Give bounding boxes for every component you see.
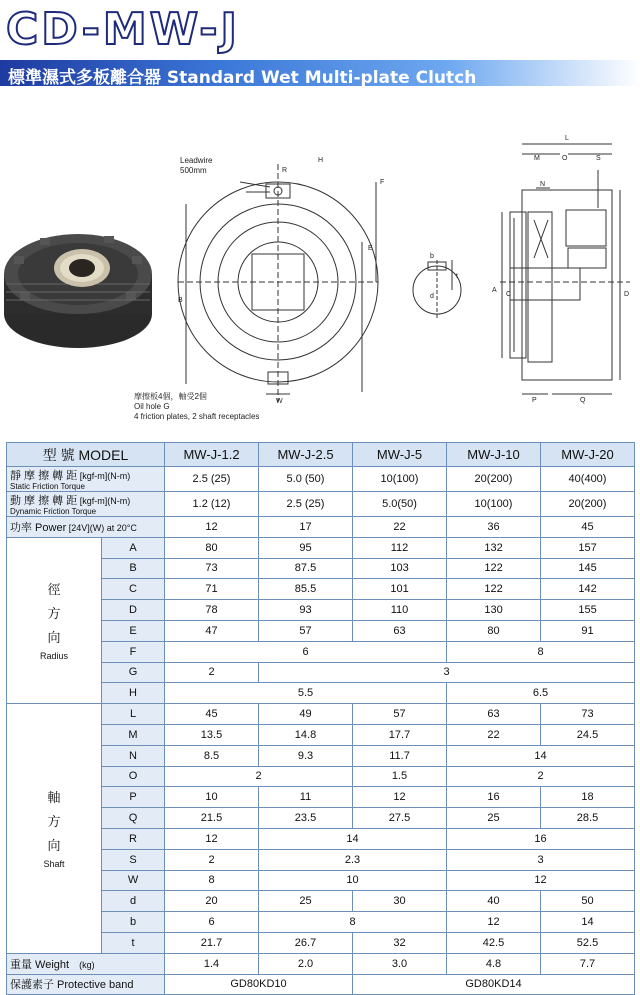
row-key-P: P [102, 787, 165, 808]
model-header: 型 號 MODEL [7, 443, 165, 467]
table-cell: 8.5 [165, 745, 259, 766]
dim-t: t [456, 273, 458, 280]
oil-note-en: Oil hole G 4 friction plates, 2 shaft receptacles [134, 402, 260, 421]
row-key-S: S [102, 849, 165, 870]
table-row [7, 537, 635, 558]
row-key-Q: Q [102, 808, 165, 829]
table-cell: 11.7 [353, 745, 447, 766]
dim-d: d [430, 293, 434, 300]
row-key-E: E [102, 620, 165, 641]
table-cell: 14 [541, 912, 635, 933]
static-torque-label: 靜 摩 擦 轉 距 [kgf-m](N-m) Static Friction Torque [7, 467, 165, 492]
table-cell: 12 [447, 912, 541, 933]
power-label: 功率 Power [24V](W) at 20°C [7, 517, 165, 538]
table-cell: 155 [541, 600, 635, 621]
table-row [7, 766, 635, 787]
table-cell: 95 [259, 537, 353, 558]
table-cell: 20(200) [447, 467, 541, 492]
table-cell: 1.2 (12) [165, 492, 259, 517]
table-cell: 142 [541, 579, 635, 600]
title-bar [0, 60, 640, 86]
table-row [7, 517, 635, 538]
table-row [7, 870, 635, 891]
table-cell: 85.5 [259, 579, 353, 600]
row-key-O: O [102, 766, 165, 787]
table-cell: 45 [165, 704, 259, 725]
row-key-F: F [102, 641, 165, 662]
row-key-W: W [102, 870, 165, 891]
row-key-C: C [102, 579, 165, 600]
table-cell: 25 [259, 891, 353, 912]
table-cell: 80 [447, 620, 541, 641]
table-row [7, 704, 635, 725]
table-cell: 10 [165, 787, 259, 808]
table-cell: 93 [259, 600, 353, 621]
table-cell: 27.5 [353, 808, 447, 829]
table-cell: GD80KD10 [165, 974, 353, 995]
table-row [7, 641, 635, 662]
dim-Q: Q [580, 397, 586, 404]
table-row [7, 787, 635, 808]
dim-B: B [178, 297, 183, 304]
table-cell: GD80KD14 [353, 974, 635, 995]
table-cell: 3 [259, 662, 635, 683]
table-cell: 5.0 (50) [259, 467, 353, 492]
table-cell: 63 [353, 620, 447, 641]
model-col: MW-J-20 [541, 443, 635, 467]
table-cell: 63 [447, 704, 541, 725]
table-row [7, 912, 635, 933]
table-cell: 101 [353, 579, 447, 600]
dim-H: H [318, 157, 324, 164]
row-key-N: N [102, 745, 165, 766]
row-key-B: B [102, 558, 165, 579]
dim-b: b [430, 253, 434, 260]
spec-table [6, 442, 635, 995]
table-row [7, 849, 635, 870]
table-cell: 16 [447, 828, 635, 849]
table-cell: 21.7 [165, 932, 259, 953]
table-cell: 110 [353, 600, 447, 621]
table-cell: 12 [353, 787, 447, 808]
table-cell: 25 [447, 808, 541, 829]
table-cell: 26.7 [259, 932, 353, 953]
table-row [7, 558, 635, 579]
table-cell: 5.5 [165, 683, 447, 704]
table-row [7, 579, 635, 600]
row-key-G: G [102, 662, 165, 683]
table-cell: 5.0(50) [353, 492, 447, 517]
table-cell: 7.7 [541, 953, 635, 974]
table-cell: 122 [447, 579, 541, 600]
dim-C: C [506, 291, 512, 298]
table-cell: 36 [447, 517, 541, 538]
table-cell: 2.5 (25) [259, 492, 353, 517]
table-cell: 91 [541, 620, 635, 641]
table-row [7, 620, 635, 641]
dim-P: P [532, 397, 537, 404]
row-key-A: A [102, 537, 165, 558]
table-cell: 112 [353, 537, 447, 558]
table-row [7, 745, 635, 766]
table-cell: 40(400) [541, 467, 635, 492]
table-cell: 2 [165, 849, 259, 870]
table-cell: 23.5 [259, 808, 353, 829]
table-cell: 130 [447, 600, 541, 621]
table-row [7, 724, 635, 745]
table-cell: 42.5 [447, 932, 541, 953]
row-key-R: R [102, 828, 165, 849]
table-cell: 30 [353, 891, 447, 912]
table-row [7, 467, 635, 492]
table-cell: 32 [353, 932, 447, 953]
row-key-L: L [102, 704, 165, 725]
table-cell: 10(100) [447, 492, 541, 517]
table-cell: 21.5 [165, 808, 259, 829]
table-cell: 16 [447, 787, 541, 808]
table-cell: 1.5 [353, 766, 447, 787]
oil-note-cn: 摩擦板4個，軸受2個 [134, 392, 207, 401]
product-logo: CD-MW-J [6, 4, 240, 55]
table-cell: 87.5 [259, 558, 353, 579]
row-key-b: b [102, 912, 165, 933]
table-cell: 10 [259, 870, 447, 891]
table-row [7, 683, 635, 704]
technical-drawing [0, 92, 640, 432]
table-cell: 6 [165, 912, 259, 933]
table-cell: 57 [353, 704, 447, 725]
table-cell: 1.4 [165, 953, 259, 974]
table-cell: 24.5 [541, 724, 635, 745]
row-key-H: H [102, 683, 165, 704]
table-cell: 50 [541, 891, 635, 912]
table-cell: 122 [447, 558, 541, 579]
model-col: MW-J-1.2 [165, 443, 259, 467]
dim-M: M [534, 155, 540, 162]
table-cell: 6.5 [447, 683, 635, 704]
row-key-D: D [102, 600, 165, 621]
drawing-area [0, 92, 640, 432]
table-row [7, 492, 635, 517]
table-cell: 2.0 [259, 953, 353, 974]
table-cell: 103 [353, 558, 447, 579]
table-cell: 45 [541, 517, 635, 538]
table-cell: 157 [541, 537, 635, 558]
table-cell: 9.3 [259, 745, 353, 766]
table-cell: 18 [541, 787, 635, 808]
table-cell: 12 [165, 517, 259, 538]
dim-R: R [282, 167, 288, 174]
dim-A: A [492, 287, 497, 294]
table-cell: 73 [165, 558, 259, 579]
protective-band-label: 保護素子 Protective band [7, 974, 165, 995]
table-cell: 80 [165, 537, 259, 558]
weight-label: 重量 Weight (kg) [7, 953, 165, 974]
table-row [7, 891, 635, 912]
table-cell: 145 [541, 558, 635, 579]
model-col: MW-J-5 [353, 443, 447, 467]
table-cell: 14 [259, 828, 447, 849]
table-cell: 8 [447, 641, 635, 662]
table-cell: 20(200) [541, 492, 635, 517]
table-cell: 14.8 [259, 724, 353, 745]
table-cell: 71 [165, 579, 259, 600]
table-row [7, 828, 635, 849]
table-cell: 20 [165, 891, 259, 912]
table-cell: 17 [259, 517, 353, 538]
page-title: 標準濕式多板離合器 Standard Wet Multi-plate Clutch [8, 68, 477, 88]
table-cell: 40 [447, 891, 541, 912]
table-cell: 57 [259, 620, 353, 641]
dim-S: S [596, 155, 601, 162]
dim-W: W [276, 398, 283, 405]
row-key-d: d [102, 891, 165, 912]
table-cell: 132 [447, 537, 541, 558]
table-row [7, 808, 635, 829]
table-cell: 73 [541, 704, 635, 725]
table-cell: 22 [353, 517, 447, 538]
table-cell: 2.3 [259, 849, 447, 870]
table-cell: 10(100) [353, 467, 447, 492]
table-cell: 22 [447, 724, 541, 745]
dim-N: N [540, 181, 546, 188]
table-cell: 3.0 [353, 953, 447, 974]
dim-L: L [565, 135, 569, 142]
table-cell: 12 [165, 828, 259, 849]
row-key-M: M [102, 724, 165, 745]
model-col: MW-J-2.5 [259, 443, 353, 467]
table-cell: 12 [447, 870, 635, 891]
table-row [7, 932, 635, 953]
table-cell: 2 [447, 766, 635, 787]
model-col: MW-J-10 [447, 443, 541, 467]
table-cell: 11 [259, 787, 353, 808]
dim-F: F [380, 179, 385, 186]
dim-D: D [624, 291, 630, 298]
table-cell: 8 [259, 912, 447, 933]
oil-hole-note [134, 392, 259, 422]
table-cell: 49 [259, 704, 353, 725]
shaft-category: 軸 方 向 Shaft [7, 704, 102, 954]
table-cell: 47 [165, 620, 259, 641]
table-row [7, 662, 635, 683]
table-cell: 17.7 [353, 724, 447, 745]
table-row [7, 953, 635, 974]
radius-category: 徑 方 向 Radius [7, 537, 102, 703]
table-row [7, 600, 635, 621]
leadwire-note [180, 156, 212, 176]
table-cell: 78 [165, 600, 259, 621]
leadwire-text: Leadwire 500mm [180, 156, 213, 175]
table-cell: 52.5 [541, 932, 635, 953]
dim-E: E [368, 245, 373, 252]
table-cell: 2 [165, 766, 353, 787]
table-cell: 3 [447, 849, 635, 870]
table-cell: 28.5 [541, 808, 635, 829]
table-cell: 2.5 (25) [165, 467, 259, 492]
row-key-t: t [102, 932, 165, 953]
table-cell: 13.5 [165, 724, 259, 745]
table-row [7, 974, 635, 995]
table-cell: 14 [447, 745, 635, 766]
table-cell: 6 [165, 641, 447, 662]
table-header-row [7, 443, 635, 467]
dynamic-torque-label: 動 摩 擦 轉 距 [kgf-m](N-m) Dynamic Friction Torque [7, 492, 165, 517]
table-cell: 2 [165, 662, 259, 683]
table-cell: 4.8 [447, 953, 541, 974]
dim-O: O [562, 155, 568, 162]
table-cell: 8 [165, 870, 259, 891]
